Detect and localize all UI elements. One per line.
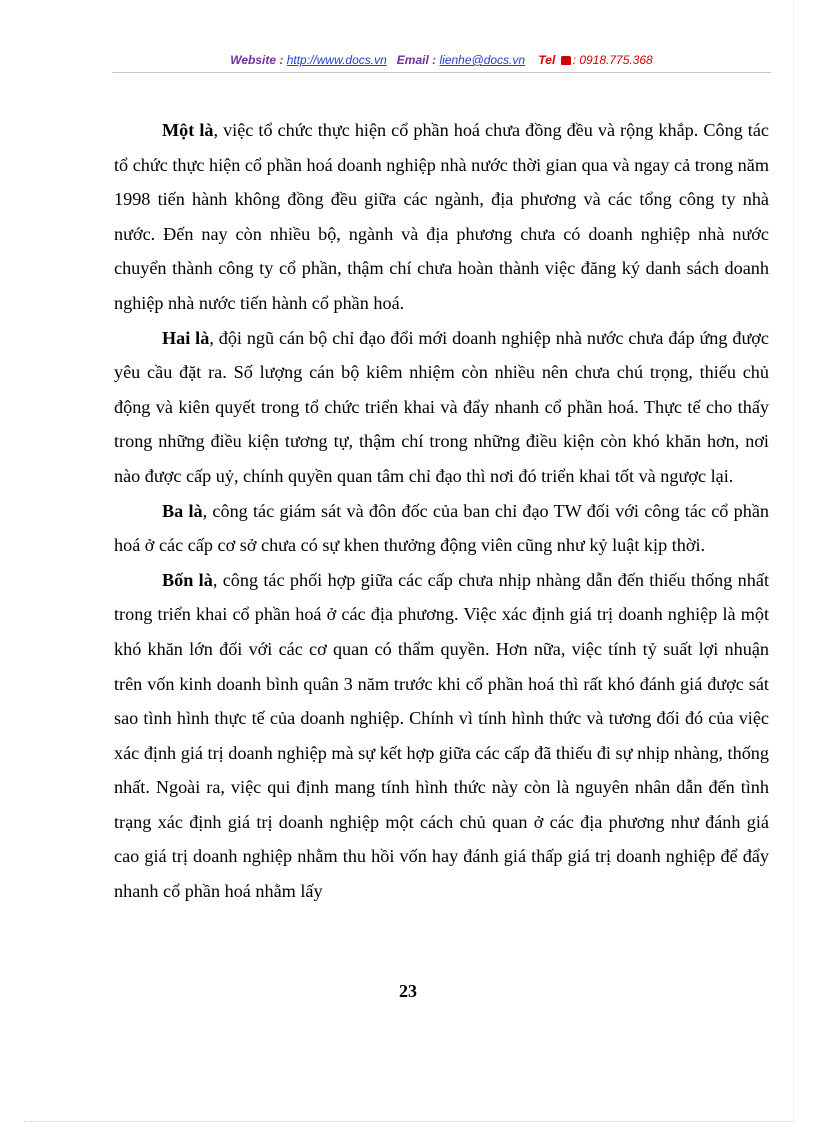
paragraph-lead: Một là [162,120,214,140]
email-link[interactable]: lienhe@docs.vn [439,53,526,67]
page-header [112,50,771,73]
paragraph-text: , công tác phối hợp giữa các cấp chưa nhịp nhàng dẫn đến thiếu thống nhất trong triển khai cổ phần hoá ở các địa phương. Việc xác định giá trị doanh nghiệp là một khó khăn lớn đối với các cơ quan có thẩm quyền. Hơn nữa, việc tính tỷ suất lợi nhuận trên vốn kinh doanh bình quân 3 năm trước khi cổ phần hoá thì rất khó đánh giá được sát sao tình hình thực tế của doanh nghiệp. Chính vì tính hình thức và tương đối đó của việc xác định giá trị doanh nghiệp mà sự kết hợp giữa các cấp đã thiếu đi sự nhịp nhàng, thống nhất. Ngoài ra, việc qui định mang tính hình thức này còn là nguyên nhân dẫn đến tình trạng xác định giá trị doanh nghiệp một cách chủ quan ở các địa phương như đánh giá cao giá trị doanh nghiệp nhằm thu hồi vốn hay đánh giá thấp giá trị doanh nghiệp để đẩy nhanh cổ phần hoá nhằm lấy [114,569,769,902]
page-border-bottom [24,1121,792,1122]
paragraph-4 [114,563,769,909]
page-border-right [793,0,794,1123]
page-number: 23 [399,981,417,1001]
paragraph-lead: Hai là [162,327,210,348]
paragraph-text: , đội ngũ cán bộ chỉ đạo đổi mới doanh nghiệp nhà nước chưa đáp ứng được yêu cầu đặt ra. Số lượng cán bộ kiêm nhiệm còn nhiều nên chưa chú trọng, thiếu chủ động và kiên quyết trong tổ chức triển khai và đẩy nhanh cổ phần hoá. Thực tế cho thấy trong những điều kiện tương tự, thậm chí trong những điều kiện còn khó khăn hơn, nơi nào được cấp uỷ, chính quyền quan tâm chỉ đạo thì nơi đó triển khai tốt và ngược lại. [114,327,769,486]
paragraph-1 [114,113,769,321]
website-link[interactable]: http://www.docs.vn [286,53,387,67]
email-label: Email : [396,53,437,67]
document-body [114,113,769,909]
paragraph-3 [114,494,769,563]
paragraph-2 [114,321,769,494]
paragraph-lead: Bốn là [162,569,213,590]
paragraph-text: , việc tổ chức thực hiện cổ phần hoá chưa đồng đều và rộng khắp. Công tác tổ chức thực hiện cổ phần hoá doanh nghiệp nhà nước thời gian qua và ngay cả trong năm 1998 tiến hành không đồng đều giữa các ngành, địa phương và các tổng công ty nhà nước. Đến nay còn nhiều bộ, ngành và địa phương chưa có doanh nghiệp nhà nước chuyển thành công ty cổ phần, thậm chí chưa hoàn thành việc đăng ký danh sách doanh nghiệp nhà nước tiến hành cổ phần hoá. [114,120,769,313]
paragraph-text: , công tác giám sát và đôn đốc của ban chỉ đạo TW đối với công tác cổ phần hoá ở các cấp cơ sở chưa có sự khen thưởng động viên cũng như kỷ luật kịp thời. [114,500,769,556]
paragraph-lead: Ba là [162,500,203,521]
website-label: Website : [230,53,284,67]
tel-label: Tel [538,53,556,67]
phone-icon [561,56,571,65]
tel-value: : 0918.775.368 [572,53,653,67]
